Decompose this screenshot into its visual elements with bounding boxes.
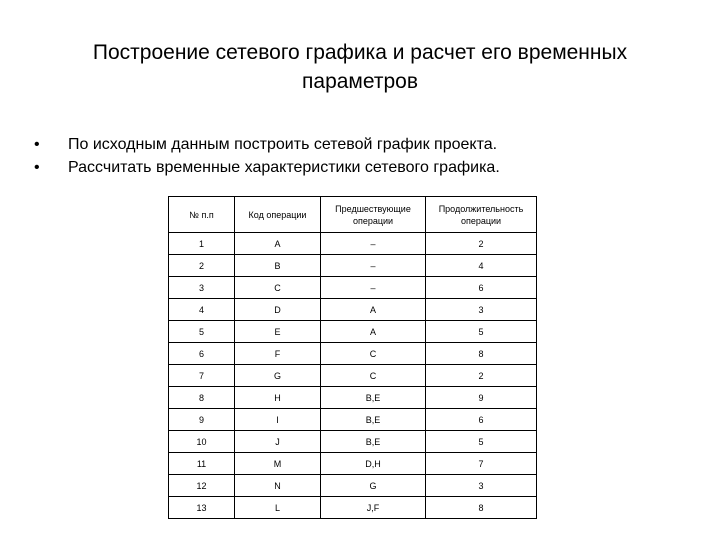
cell-number: 7 bbox=[169, 365, 235, 387]
cell-operation-code: C bbox=[235, 277, 321, 299]
cell-operation-code: I bbox=[235, 409, 321, 431]
table-row bbox=[169, 343, 537, 365]
bullet-dot-icon: • bbox=[34, 136, 40, 153]
cell-duration: 6 bbox=[426, 409, 537, 431]
cell-number: 13 bbox=[169, 497, 235, 519]
table-row bbox=[169, 365, 537, 387]
table-row bbox=[169, 475, 537, 497]
slide-title: Построение сетевого графика и расчет его временных параметров bbox=[92, 41, 628, 93]
bullet-dot-icon: • bbox=[34, 159, 40, 176]
cell-operation-code: L bbox=[235, 497, 321, 519]
cell-operation-code: E bbox=[235, 321, 321, 343]
cell-operation-code: F bbox=[235, 343, 321, 365]
cell-duration: 5 bbox=[426, 431, 537, 453]
cell-predecessors: A bbox=[321, 299, 426, 321]
cell-duration: 5 bbox=[426, 321, 537, 343]
cell-operation-code: A bbox=[235, 233, 321, 255]
cell-predecessors: C bbox=[321, 365, 426, 387]
cell-predecessors: A bbox=[321, 321, 426, 343]
cell-number: 4 bbox=[169, 299, 235, 321]
cell-duration: 8 bbox=[426, 343, 537, 365]
cell-operation-code: G bbox=[235, 365, 321, 387]
table-row bbox=[169, 497, 537, 519]
cell-number: 11 bbox=[169, 453, 235, 475]
bullet-list bbox=[34, 133, 500, 179]
cell-operation-code: B bbox=[235, 255, 321, 277]
bullet-item bbox=[34, 133, 500, 156]
table-body bbox=[169, 233, 537, 519]
cell-number: 6 bbox=[169, 343, 235, 365]
cell-duration: 8 bbox=[426, 497, 537, 519]
cell-predecessors: B,E bbox=[321, 431, 426, 453]
table-row bbox=[169, 233, 537, 255]
cell-duration: 2 bbox=[426, 233, 537, 255]
table-row bbox=[169, 321, 537, 343]
cell-duration: 9 bbox=[426, 387, 537, 409]
operations-table bbox=[168, 196, 537, 519]
cell-predecessors: – bbox=[321, 233, 426, 255]
cell-number: 2 bbox=[169, 255, 235, 277]
cell-number: 10 bbox=[169, 431, 235, 453]
cell-duration: 6 bbox=[426, 277, 537, 299]
cell-predecessors: D,H bbox=[321, 453, 426, 475]
cell-duration: 7 bbox=[426, 453, 537, 475]
table-row bbox=[169, 277, 537, 299]
table-row bbox=[169, 387, 537, 409]
cell-predecessors: B,E bbox=[321, 409, 426, 431]
header-number: № п.п bbox=[169, 197, 235, 233]
table-row bbox=[169, 453, 537, 475]
cell-predecessors: J,F bbox=[321, 497, 426, 519]
table-row bbox=[169, 299, 537, 321]
cell-number: 1 bbox=[169, 233, 235, 255]
cell-operation-code: H bbox=[235, 387, 321, 409]
cell-duration: 3 bbox=[426, 475, 537, 497]
bullet-item bbox=[34, 156, 500, 179]
header-operation-code: Код операции bbox=[235, 197, 321, 233]
cell-number: 3 bbox=[169, 277, 235, 299]
cell-operation-code: N bbox=[235, 475, 321, 497]
cell-operation-code: J bbox=[235, 431, 321, 453]
bullet-text: По исходным данным построить сетевой график проекта. bbox=[68, 136, 498, 153]
bullet-text: Рассчитать временные характеристики сетевого графика. bbox=[68, 159, 500, 176]
header-duration: Продолжительность операции bbox=[426, 197, 537, 233]
header-predecessors: Предшествующие операции bbox=[321, 197, 426, 233]
cell-predecessors: – bbox=[321, 277, 426, 299]
table-row bbox=[169, 255, 537, 277]
cell-number: 12 bbox=[169, 475, 235, 497]
cell-number: 5 bbox=[169, 321, 235, 343]
cell-operation-code: M bbox=[235, 453, 321, 475]
cell-number: 9 bbox=[169, 409, 235, 431]
cell-duration: 2 bbox=[426, 365, 537, 387]
cell-predecessors: C bbox=[321, 343, 426, 365]
table-row bbox=[169, 431, 537, 453]
cell-number: 8 bbox=[169, 387, 235, 409]
cell-duration: 4 bbox=[426, 255, 537, 277]
table-row bbox=[169, 409, 537, 431]
cell-duration: 3 bbox=[426, 299, 537, 321]
table-header-row bbox=[169, 197, 537, 233]
cell-predecessors: B,E bbox=[321, 387, 426, 409]
cell-predecessors: G bbox=[321, 475, 426, 497]
cell-operation-code: D bbox=[235, 299, 321, 321]
cell-predecessors: – bbox=[321, 255, 426, 277]
